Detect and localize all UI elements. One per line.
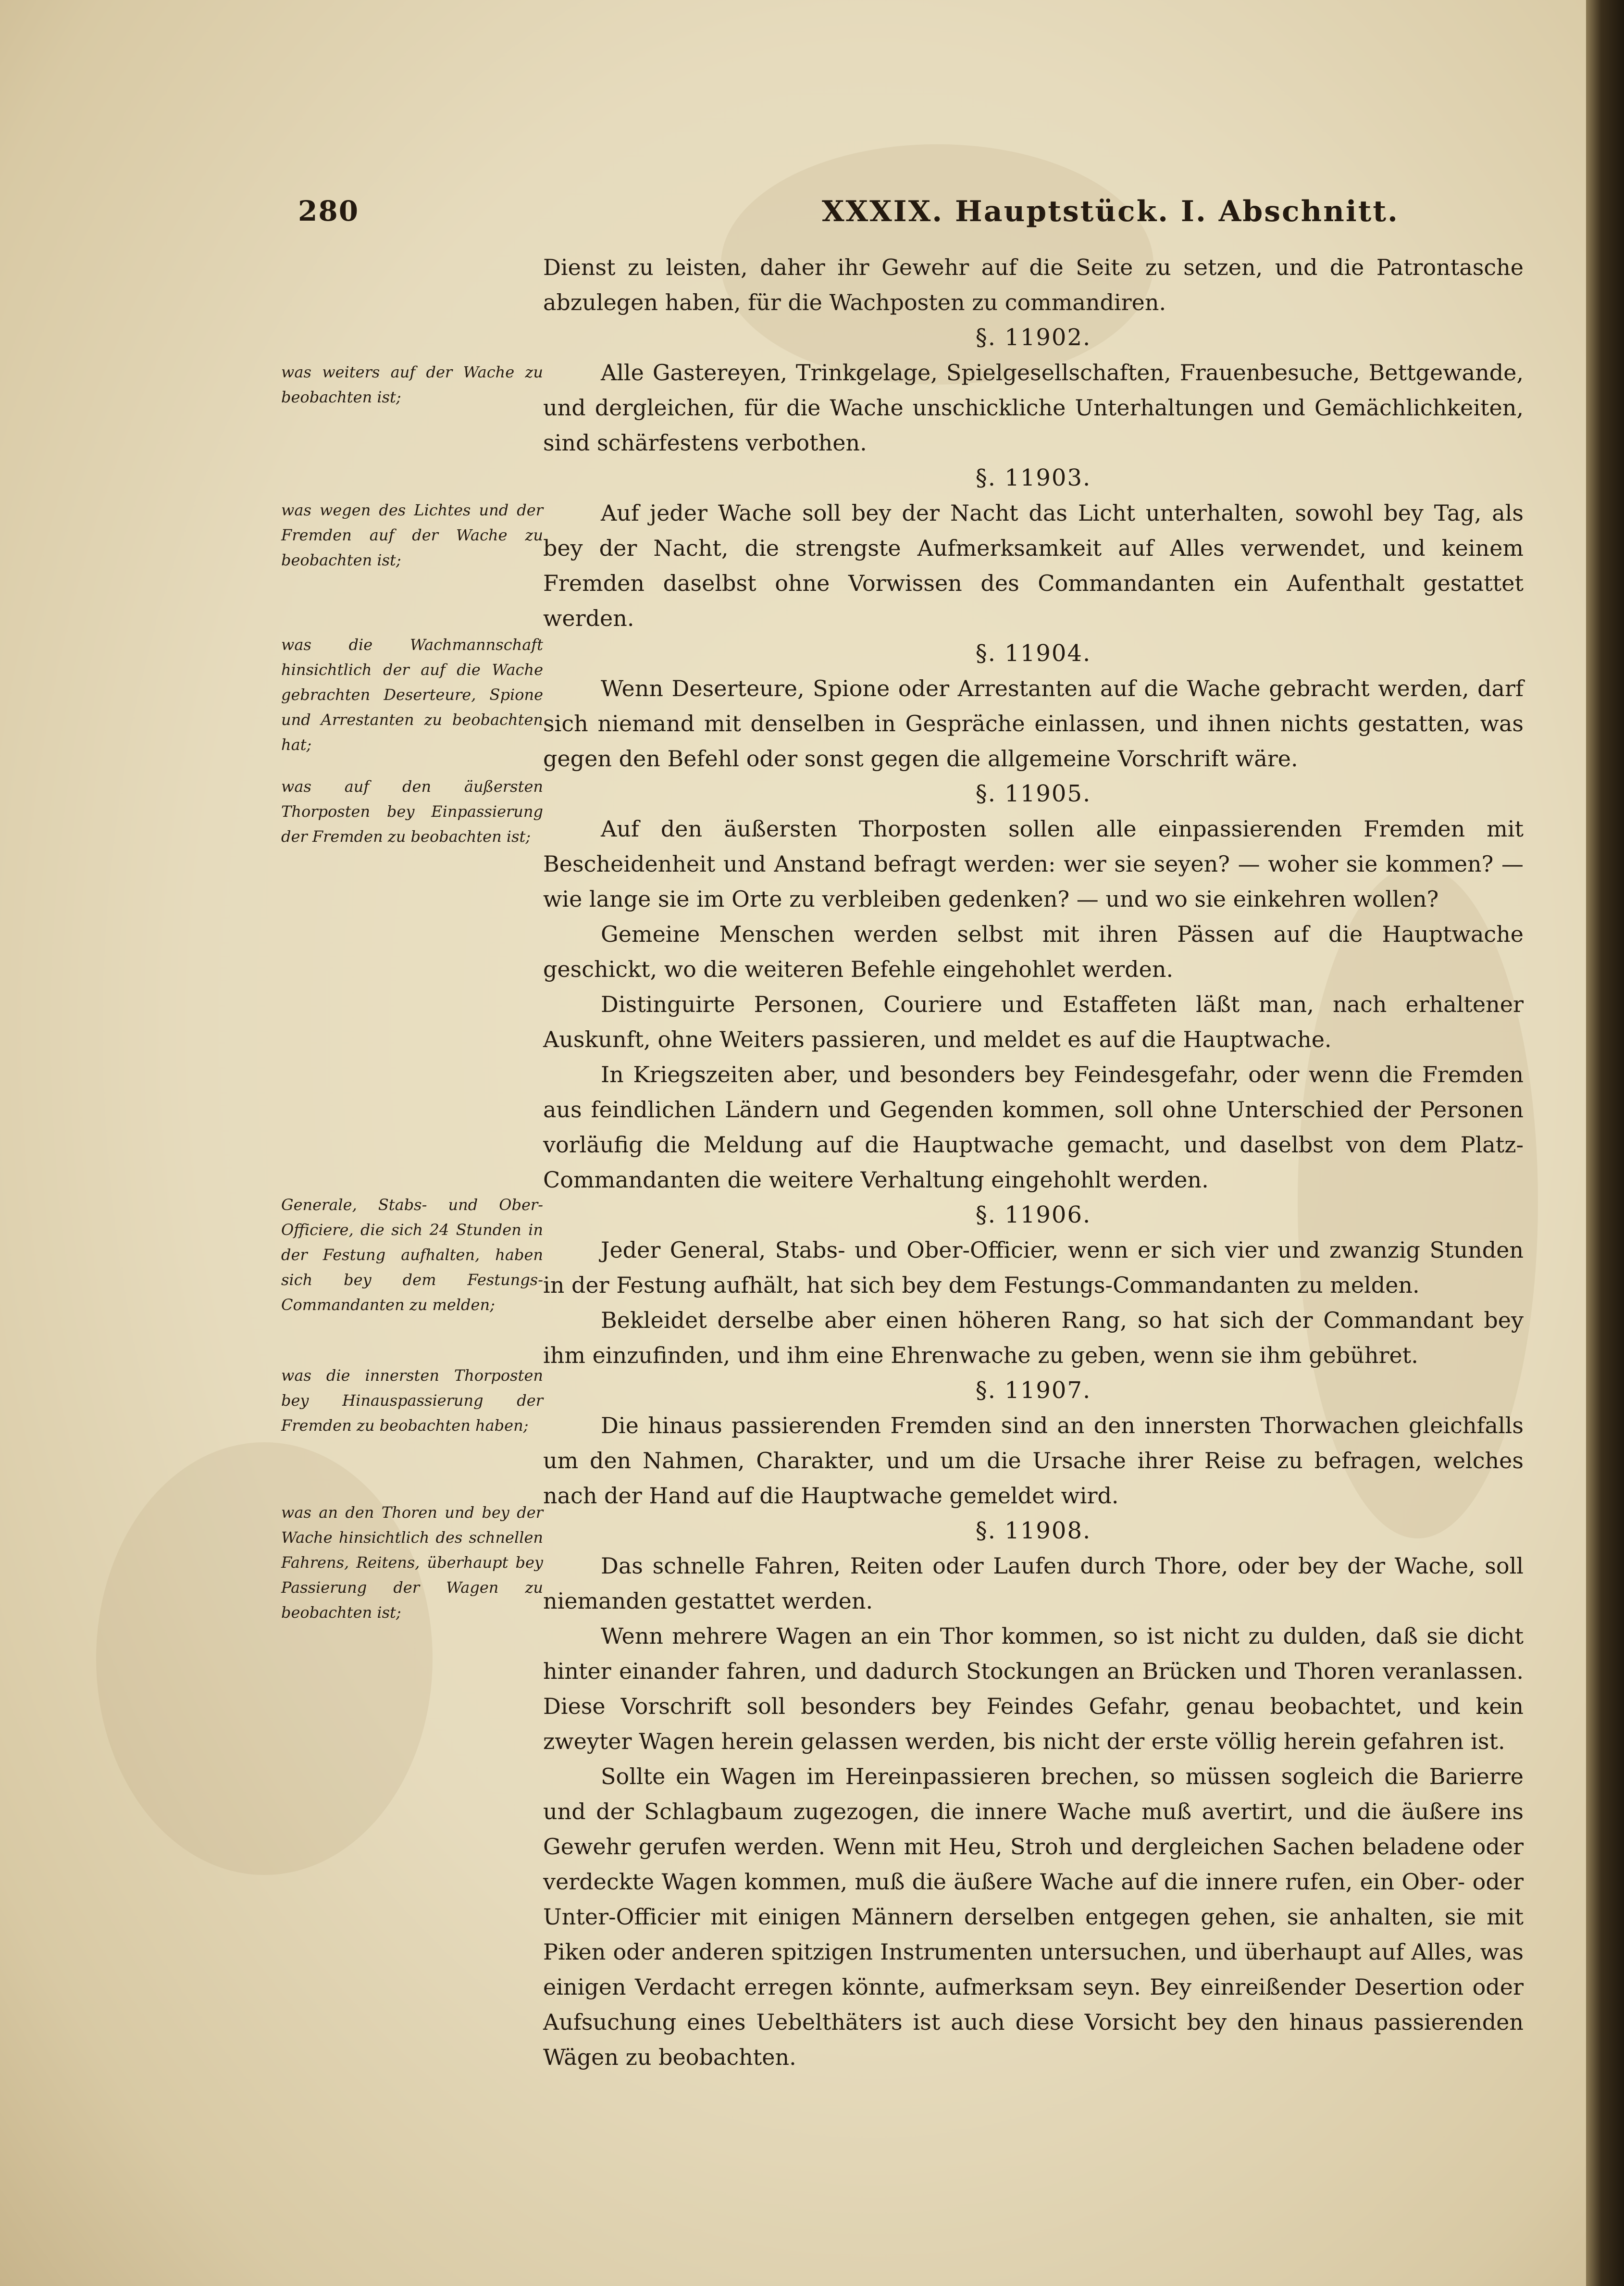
paragraph: Auf den äußersten Thorposten sollen alle einpassierenden Fremden mit Bescheidenheit und Anstand befragt werden: wer sie seyen? — woher sie kommen? — wie lange sie im Orte zu verbleiben gedenken? — und wo sie einkehren wollen? (543, 816, 1524, 912)
section-number: §. 11907. (975, 1377, 1091, 1404)
paragraph: Alle Gastereyen, Trinkgelage, Spielgesellschaften, Frauenbesuche, Bettgewande, und dergleichen, für die Wache unschickliche Unterhaltungen und Gemächlichkeiten, sind schärfestens verbothen. (543, 360, 1524, 456)
paragraph: Gemeine Menschen werden selbst mit ihren Pässen auf die Hauptwache geschickt, wo die weiteren Befehle eingehohlet werden. (543, 921, 1524, 982)
section-number: §. 11908. (975, 1517, 1091, 1544)
section-number: §. 11904. (975, 640, 1091, 667)
margin-note: was auf den äußersten Thorposten bey Einpassierung der Fremden zu beobachten ist; (281, 777, 543, 846)
page-number: 280 (298, 195, 360, 227)
paragraph: Sollte ein Wagen im Hereinpassieren brechen, so müssen sogleich die Barierre und der Schlagbaum zugezogen, die innere Wache muß avertirt, und die äußere ins Gewehr gerufen werden. Wenn mit Heu, Stroh und dergleichen Sachen beladene oder verdeckte Wagen kommen, muß die äußere Wache auf die innere rufen, ein Ober- oder Unter-Officier mit einigen Männern derselben entgegen gehen, sie anhalten, sie mit Piken oder anderen spitzigen Instrumenten untersuchen, und überhaupt auf Alles, was einigen Verdacht erregen könnte, aufmerksam seyn. Bey einreißender Desertion oder Aufsuchung eines Uebelthäters ist auch diese Vorsicht bey den hinaus passierenden Wägen zu beobachten. (543, 1763, 1524, 2070)
section-number: §. 11906. (975, 1201, 1091, 1228)
book-gutter (1586, 0, 1624, 2286)
margin-note: was wegen des Lichtes und der Fremden auf der Wache zu beobachten ist; (281, 501, 543, 569)
section-number: §. 11902. (975, 324, 1091, 351)
main-text (543, 250, 1524, 2075)
paragraph: Wenn mehrere Wagen an ein Thor kommen, so ist nicht zu dulden, daß sie dicht hinter einander fahren, und dadurch Stockungen an Brücken und Thoren veranlassen. Diese Vorschrift soll besonders bey Feindes Gefahr, genau beobachtet, und kein zweyter Wagen herein gelassen werden, bis nicht der erste völlig herein gefahren ist. (543, 1623, 1524, 1754)
margin-note: was weiters auf der Wache zu beobachten ist; (281, 363, 543, 406)
page-header (298, 195, 1528, 238)
section-number: §. 11903. (975, 464, 1091, 491)
margin-note: was die Wachmannschaft hinsichtlich der auf die Wache gebrachten Deserteure, Spione und Arrestanten zu beobachten hat; (281, 636, 543, 754)
paragraph: Jeder General, Stabs- und Ober-Officier, wenn er sich vier und zwanzig Stunden in der Festung aufhält, hat sich bey dem Festungs-Commandanten zu melden. (543, 1237, 1524, 1298)
paragraph: Wenn Deserteure, Spione oder Arrestanten auf die Wache gebracht werden, darf sich niemand mit denselben in Gespräche einlassen, und ihnen nichts gestatten, was gegen den Befehl oder sonst gegen die allgemeine Vorschrift wäre. (543, 675, 1524, 772)
paragraph: Distinguirte Personen, Couriere und Estaffeten läßt man, nach erhaltener Auskunft, ohne Weiters passieren, und meldet es auf die Hauptwache. (543, 991, 1524, 1052)
paragraph: Die hinaus passierenden Fremden sind an den innersten Thorwachen gleichfalls um den Nahmen, Charakter, und um die Ursache ihrer Reise zu befragen, welches nach der Hand auf die Hauptwache gemeldet wird. (543, 1412, 1524, 1509)
paragraph: Bekleidet derselbe aber einen höheren Rang, so hat sich der Commandant bey ihm einzufinden, und ihm eine Ehrenwache zu geben, wenn sie ihm gebühret. (543, 1307, 1524, 1368)
paragraph: Auf jeder Wache soll bey der Nacht das Licht unterhalten, sowohl bey Tag, als bey der Nacht, die strengste Aufmerksamkeit auf Alles verwendet, und keinem Fremden daselbst ohne Vorwissen des Commandanten ein Aufenthalt gestattet werden. (543, 500, 1524, 631)
margin-note: Generale, Stabs- und Ober-Officiere, die sich 24 Stunden in der Festung aufhalten, haben sich bey dem Festungs-Commandanten zu melden; (281, 1196, 543, 1314)
running-head: XXXIX. Hauptstück. I. Abschnitt. (822, 195, 1399, 228)
margin-note: was an den Thoren und bey der Wache hinsichtlich des schnellen Fahrens, Reitens, überhaupt bey Passierung der Wagen zu beobachten ist; (281, 1503, 543, 1622)
paragraph: Das schnelle Fahren, Reiten oder Laufen durch Thore, oder bey der Wache, soll niemanden gestattet werden. (543, 1553, 1524, 1614)
section-number: §. 11905. (975, 780, 1091, 807)
paragraph: Dienst zu leisten, daher ihr Gewehr auf die Seite zu setzen, und die Patrontasche abzulegen haben, für die Wachposten zu commandiren. (543, 254, 1524, 315)
margin-note: was die innersten Thorposten bey Hinauspassierung der Fremden zu beobachten haben; (281, 1366, 543, 1435)
paragraph: In Kriegszeiten aber, und besonders bey Feindesgefahr, oder wenn die Fremden aus feindlichen Ländern und Gegenden kommen, soll ohne Unterschied der Personen vorläufig die Meldung auf die Hauptwache gemacht, und daselbst von dem Platz-Commandanten die weitere Verhaltung eingehohlt werden. (543, 1062, 1524, 1193)
